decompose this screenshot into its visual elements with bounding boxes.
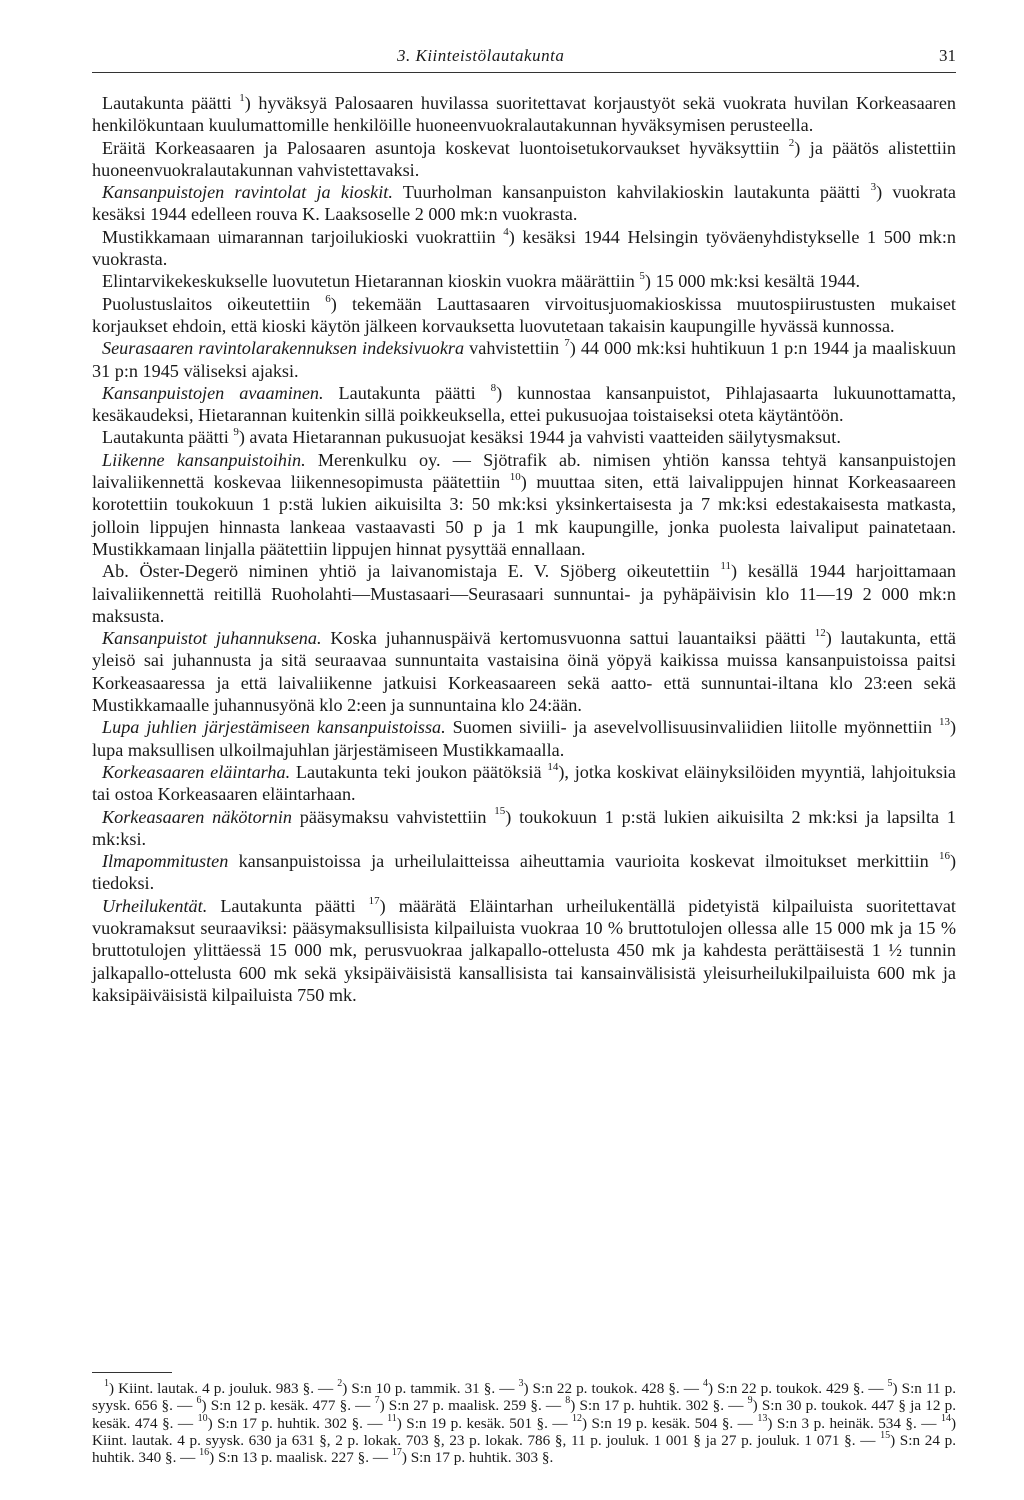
paragraph-heading: Kansanpuistojen avaaminen. <box>102 382 324 403</box>
header-rule <box>92 72 956 73</box>
text-run: ) 15 000 mk:ksi kesältä 1944. <box>644 271 861 292</box>
text-run: ) kesällä 1944 harjoittamaan laivaliikennettä reitillä Ruoholahti—Mustasaari—Seurasaari sunnuntai- ja pyhäpäivisin klo 11—19 2 000 mk:n maksusta. <box>92 561 956 626</box>
paragraph <box>92 181 956 226</box>
footnote-text: ) Kiint. lautak. 4 p. syysk. 630 ja 631 §, 2 p. lokak. 703 §, 23 p. lokak. 786 §, 11 p. jouluk. 1 001 § ja 27 p. jouluk. 1 071 §. — <box>92 1414 956 1449</box>
paragraph-heading: Seurasaaren ravintolarakennuksen indeksivuokra <box>102 338 465 359</box>
paragraph <box>92 560 956 627</box>
paragraph <box>92 449 956 560</box>
paragraph <box>92 337 956 382</box>
footnote-text: ) S:n 13 p. maalisk. 227 §. — <box>209 1449 392 1467</box>
footnote-ref: 17 <box>368 894 380 907</box>
running-title: 3. Kiinteistölautakunta <box>397 46 565 65</box>
footnote-number: 7 <box>374 1395 380 1407</box>
paragraph <box>92 761 956 806</box>
footnote-ref: 3 <box>870 181 877 194</box>
footnote-ref: 15 <box>494 805 506 818</box>
footnote-text: ) S:n 11 p. syysk. 656 §. — <box>92 1380 956 1415</box>
footnote-number: 12 <box>572 1412 583 1424</box>
footnote-block <box>92 1377 957 1467</box>
text-run: ) lupa maksullisen ulkoilmajuhlan järjestämiseen Mustikkamaalla. <box>92 717 956 760</box>
footnote-ref: 8 <box>490 381 497 394</box>
text-run: kansanpuistoissa ja urheilulaitteissa aiheuttamia vaurioita koskevat ilmoitukset merkittiin <box>228 851 939 872</box>
footnote-text: ) S:n 19 p. kesäk. 501 §. — <box>396 1414 573 1432</box>
footnote-text: ) S:n 24 p. huhtik. 340 §. — <box>92 1431 956 1467</box>
footnote-ref: 13 <box>938 716 950 729</box>
text-run: ) 44 000 mk:ksi huhtikuun 1 p:n 1944 ja maaliskuun 31 p:n 1945 väliseksi ajaksi. <box>92 338 957 381</box>
text-run: ), jotka koskivat eläinyksilöiden myyntiä, lahjoituksia tai ostoa Korkeasaaren eläintarhaan. <box>92 761 956 805</box>
paragraph <box>92 382 956 427</box>
footnote-text: ) S:n 12 p. kesäk. 477 §. — <box>201 1397 375 1415</box>
paragraph <box>92 226 956 271</box>
text-run: ) kesäksi 1944 Helsingin työväenyhdistykselle 1 500 mk:n vuokrasta. <box>92 226 957 270</box>
footnote-number: 13 <box>757 1412 768 1424</box>
text-run: Lautakunta päätti <box>207 895 369 916</box>
paragraph <box>92 627 956 716</box>
footnote-number: 16 <box>199 1447 210 1459</box>
text-run: ) kunnostaa kansanpuistot, Pihlajasaarta lukuunottamatta, kesäkaudeksi, Hietarannan kuitenkin sillä poikkeuksella, ettei pukusuojaa toistaiseksi oteta käytäntöön. <box>92 382 956 426</box>
paragraph-heading: Kansanpuistot juhannuksena. <box>102 628 322 649</box>
footnote-text: ) S:n 27 p. maalisk. 259 §. — <box>379 1397 566 1415</box>
text-run: Lautakunta päätti <box>102 427 234 448</box>
paragraph <box>92 293 956 338</box>
footnote-number: 5 <box>887 1377 893 1389</box>
text-run: Koska juhannuspäivä kertomusvuonna sattui lauantaiksi päätti <box>321 628 815 649</box>
paragraph-heading: Lupa juhlien järjestämiseen kansanpuistoissa. <box>102 717 446 738</box>
footnote-ref: 7 <box>564 337 570 350</box>
footnote-ref: 5 <box>639 270 645 283</box>
document-page <box>92 40 956 1470</box>
paragraph <box>92 426 956 448</box>
paragraph-heading: Korkeasaaren eläintarha. <box>102 761 291 782</box>
footnote-number: 8 <box>565 1395 571 1407</box>
footnote-ref: 1 <box>239 91 245 104</box>
footnote-rule <box>92 1372 172 1373</box>
footnote-text: ) S:n 30 p. toukok. 447 § ja 12 p. kesäk. 474 §. — <box>92 1397 957 1432</box>
footnote-number: 6 <box>196 1395 202 1407</box>
text-run: Suomen siviili- ja asevelvollisuusinvaliidien liitolle myönnettiin <box>445 717 939 738</box>
text-run: ) tekemään Lauttasaaren virvoitusjuomakioskissa muutospiirustusten mukaiset korjaukset ehdoin, että kioski käytön jälkeen korvauksetta luovutetaan takaisin kaupungille hyvässä kunnossa. <box>92 293 956 336</box>
text-run: ) vuokrata kesäksi 1944 edelleen rouva K. Laaksoselle 2 000 mk:n vuokrasta. <box>92 182 956 225</box>
footnotes <box>92 1377 957 1467</box>
text-run: Merenkulku oy. — Sjötrafik ab. nimisen yhtiön kanssa tehtyä kansanpuistojen laivaliikennettä koskevaa liikennesopimusta päätettiin <box>92 449 956 493</box>
footnote-ref: 4 <box>503 225 509 238</box>
footnote-text: ) S:n 3 p. heinäk. 534 §. — <box>767 1414 941 1432</box>
text-run: Elintarvikekeskukselle luovutetun Hietarannan kioskin vuokra määrättiin <box>102 271 640 292</box>
footnote-ref: 11 <box>720 560 731 573</box>
text-run: Tuurholman kansanpuiston kahvilakioskin lautakunta päätti <box>392 182 871 203</box>
footnote-text: ) S:n 22 p. toukok. 428 §. — <box>523 1380 703 1397</box>
paragraph <box>92 895 956 1006</box>
body-text <box>92 92 956 1006</box>
text-run: pääsymaksu vahvistettiin <box>292 806 495 827</box>
paragraph-heading: Urheilukentät. <box>102 895 208 916</box>
footnote-number: 15 <box>880 1429 891 1441</box>
footnote-ref: 10 <box>509 470 521 483</box>
footnote-text: ) S:n 10 p. tammik. 31 §. — <box>342 1380 519 1397</box>
running-header <box>92 40 956 68</box>
text-run: Lautakunta päätti <box>102 93 240 113</box>
paragraph <box>92 270 956 292</box>
text-run: ) lautakunta, että yleisö sai juhannusta ja sitä seuraavaa sunnuntaita vastaisina öinä yöpyä kaikissa muissa kansanpuistoissa paitsi Korkeasaaressa ja että laivaliikenne jatkuisi Korkeasaareen sekä aatto- että sunnuntai-iltana klo 23:een sekä Mustikkamaalle juhannusyönä klo 2:een ja sunnuntaina klo 24:ään. <box>92 628 956 716</box>
footnote-text: ) S:n 17 p. huhtik. 303 §. <box>401 1449 554 1467</box>
footnote-ref: 6 <box>325 292 331 305</box>
text-run: Ab. Öster-Degerö niminen yhtiö ja laivanomistaja E. V. Sjöberg oikeutettiin <box>102 561 721 582</box>
footnote-number: 14 <box>940 1412 951 1424</box>
footnote-ref: 9 <box>233 426 239 439</box>
footnote-text: ) S:n 17 p. huhtik. 302 §. — <box>570 1397 748 1415</box>
text-run: Puolustuslaitos oikeutettiin <box>102 293 326 314</box>
text-run: Lautakunta teki joukon päätöksiä <box>290 761 548 782</box>
footnote-number: 10 <box>197 1412 208 1424</box>
text-run: ) avata Hietarannan pukusuojat kesäksi 1944 ja vahvisti vaatteiden säilytysmaksut. <box>238 427 841 448</box>
footnote-number: 9 <box>747 1395 753 1407</box>
paragraph <box>92 92 956 137</box>
footnote-text: ) S:n 17 p. huhtik. 302 §. — <box>207 1414 388 1432</box>
footnote-number: 4 <box>703 1377 708 1389</box>
paragraph-heading: Liikenne kansanpuistoihin. <box>102 449 306 470</box>
page-number: 31 <box>939 46 956 65</box>
footnote-text: ) S:n 19 p. kesäk. 504 §. — <box>582 1414 758 1432</box>
footnote-number: 17 <box>391 1447 402 1459</box>
paragraph-heading: Kansanpuistojen ravintolat ja kioskit. <box>102 182 393 203</box>
text-run: Mustikkamaan uimarannan tarjoilukioski vuokrattiin <box>102 226 504 247</box>
text-run: ) määrätä Eläintarhan urheilukentällä pidetyistä kilpailuista suoritettavat vuokramaksut seuraaviksi: pääsymaksullisista kilpailuista vuokraa 10 % bruttotulojen ollessa alle 15 000 mk ja 15 % bruttotulojen ylittäessä 15 000 mk, perusvuokraa jalkapallo-ottelusta 450 mk ja kahdesta perättäisestä 1 ½ tunnin jalkapallo-ottelusta 600 mk sekä yksipäiväisistä kansallisista tai kansainvälisistä yleisurheilukilpailuista 600 mk ja kaksipäiväisistä kilpailuista 750 mk. <box>92 895 956 1005</box>
footnote-ref: 14 <box>547 760 559 773</box>
paragraph <box>92 806 956 851</box>
footnote-number: 1 <box>104 1377 109 1389</box>
footnote-number: 11 <box>387 1412 397 1424</box>
footnote-ref: 12 <box>814 627 826 640</box>
paragraph-heading: Ilmapommitusten <box>102 851 229 872</box>
text-run: vahvistettiin <box>464 338 565 359</box>
footnote-ref: 2 <box>788 136 795 149</box>
text-run: ) muuttaa siten, että laivalippujen hinnat Korkeasaareen korotettiin toukokuun 1 p:stä lukien aikuisilta 3: 50 mk:ksi yksinkertaisesta ja 7 mk:ksi edestakaisesta matkasta, jolloin lippujen hinnasta lankeaa vastaavasti 50 p ja 1 mk kaupungille, jonka puolesta laivaliput painatetaan. Mustikkamaan linjalla päätettiin lippujen hinnat pysyttää ennallaan. <box>92 472 956 559</box>
footnote-number: 2 <box>337 1377 343 1389</box>
text-run: ) hyväksyä Palosaaren huvilassa suoritettavat korjaustyöt sekä vuokrata huvilan Korkeasaaren henkilökuntaan kuulumattomille henkilöille huoneenvuokralautakunnan hyväksymisen perusteella. <box>92 93 956 136</box>
footnote-text: ) Kiint. lautak. 4 p. jouluk. 983 §. — <box>109 1380 338 1397</box>
text-run: ) toukokuun 1 p:stä lukien aikuisilta 2 mk:ksi ja lapsilta 1 mk:ksi. <box>92 806 956 849</box>
text-run: ) tiedoksi. <box>92 851 956 894</box>
paragraph <box>92 716 956 761</box>
paragraph <box>92 850 956 895</box>
paragraph <box>92 137 956 182</box>
text-run: Lautakunta päätti <box>323 382 491 403</box>
text-run: Eräitä Korkeasaaren ja Palosaaren asuntoja koskevat luontoisetukorvaukset hyväksyttiin <box>102 137 789 158</box>
footnote-text: ) S:n 22 p. toukok. 429 §. — <box>708 1380 888 1397</box>
text-run: ) ja päätös alistettiin huoneenvuokralautakunnan vahvistettavaksi. <box>92 137 956 180</box>
paragraph-heading: Korkeasaaren näkötornin <box>102 806 292 827</box>
footnote-ref: 16 <box>938 850 950 863</box>
footnote-number: 3 <box>518 1377 524 1389</box>
